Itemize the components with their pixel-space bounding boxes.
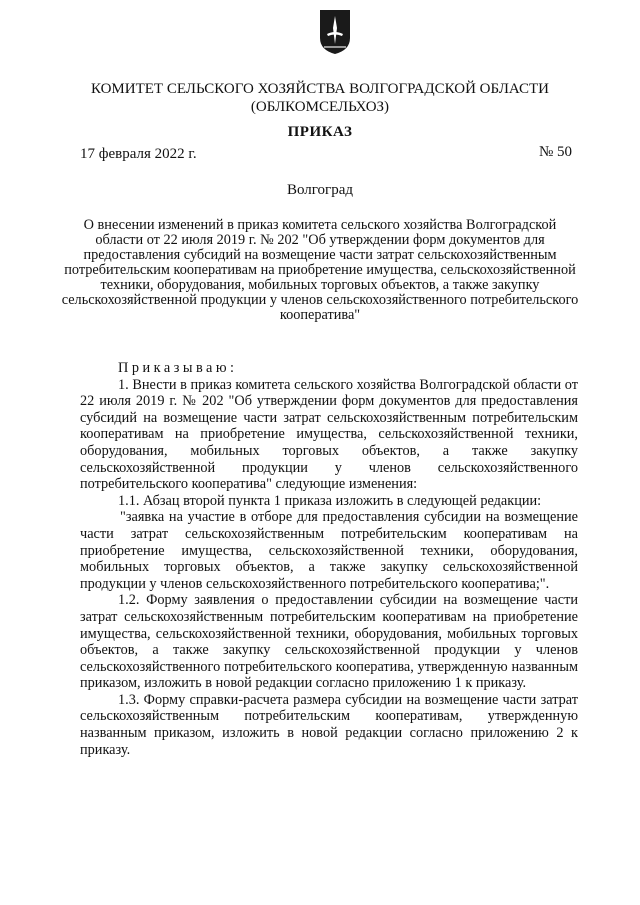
document-subject: О внесении изменений в приказ комитета сельского хозяйства Волгоградской области от 22 июля 2019 г. № 202 "Об утверждении форм документов для предоставления субсидий на возмещение части затрат сельскохозяйственным потребительским кооперативам на приобретение имущества, сельскохозяйственной техники, оборудования, мобильных торговых объектов, а также закупку сельскохозяйственной продукции у членов сельскохозяйственного потребительского кооператива" (61, 217, 579, 323)
document-body (80, 360, 578, 758)
document-city: Волгоград (286, 182, 353, 198)
paragraph-1: 1. Внести в приказ комитета сельского хозяйства Волгоградской области от 22 июля 2019 г. № 202 "Об утверждении форм документов для предоставления субсидий на возмещение части затрат сельскохозяйственным потребительским кооперативам на приобретение имущества, сельскохозяйственной техники, оборудования, мобильных торговых объектов, а также закупку сельскохозяйственной продукции у членов сельскохозяйственного потребительского кооператива" следующие изменения: (80, 376, 578, 493)
document-type-title: ПРИКАЗ (287, 124, 353, 140)
organization-name: КОМИТЕТ СЕЛЬСКОГО ХОЗЯЙСТВА ВОЛГОГРАДСКОЙ ОБЛАСТИ (90, 81, 550, 97)
document-date: 17 февраля 2022 г. (80, 146, 197, 162)
paragraph-1-1: 1.1. Абзац второй пункта 1 приказа изложить в следующей редакции: (118, 492, 542, 509)
paragraph-1-1-quote: "заявка на участие в отборе для предоставления субсидии на возмещение части затрат сельскохозяйственным потребительским кооперативам на приобретение имущества, сельскохозяйственной техники, оборудования, мобильных торговых объектов, а также закупку сельскохозяйственной продукции у членов сельскохозяйственного потребительского кооператива;". (80, 509, 578, 592)
paragraph-1-3: 1.3. Форму справки-расчета размера субсидии на возмещение части затрат сельскохозяйственным потребительским кооперативам, утвержденную названным приказом, изложить в новой редакции согласно приложению 2 к приказу. (80, 691, 578, 758)
order-word: Приказываю: (118, 360, 238, 376)
coat-of-arms-icon (318, 8, 352, 56)
organization-abbreviation: (ОБЛКОМСЕЛЬХОЗ) (250, 99, 390, 115)
paragraph-1-2: 1.2. Форму заявления о предоставлении субсидии на возмещение части затрат сельскохозяйственным потребительским кооперативам на приобретение имущества, сельскохозяйственной техники, оборудования, мобильных торговых объектов, а также закупку сельскохозяйственной продукции у членов сельскохозяйственного потребительского кооператива, утвержденную названным приказом, изложить в новой редакции согласно приложению 1 к приказу. (80, 592, 578, 692)
document-number: № 50 (539, 144, 573, 160)
